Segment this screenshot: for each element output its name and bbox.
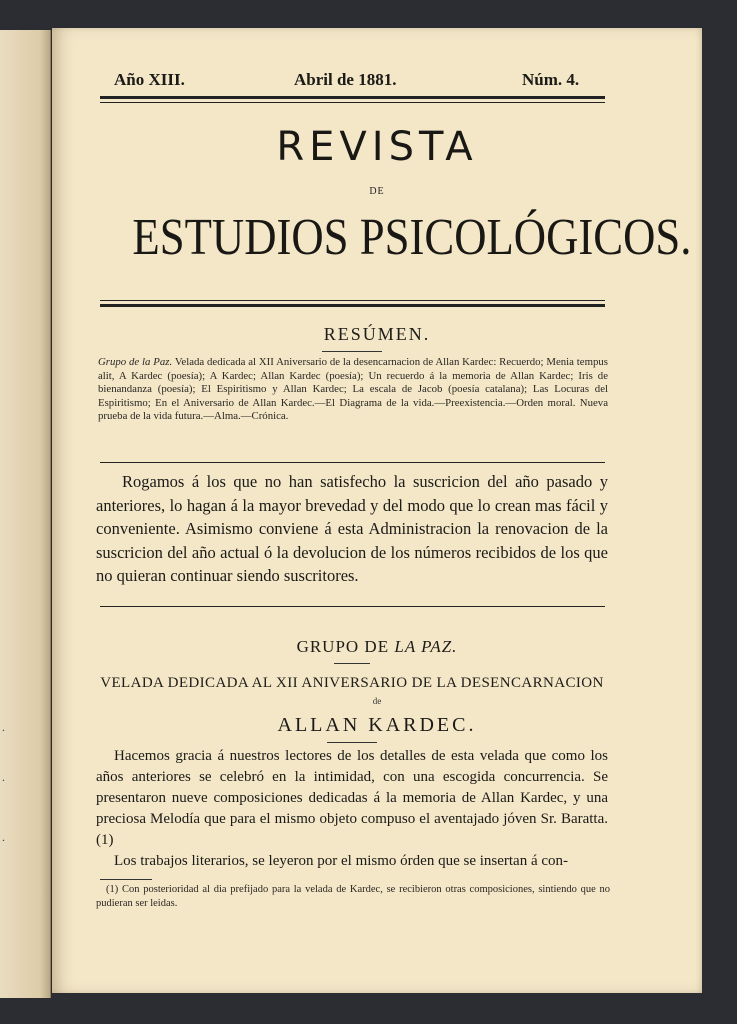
issue-date: Abril de 1881. (294, 70, 397, 89)
article-paragraph: Hacemos gracia á nuestros lectores de los detalles de esta velada que como los años anteriores se celebró en la intimidad, con una escogida concurrencia. Se presentaron nueve composiciones dedicadas á la memoria de Allan Kardec, y una preciosa Melodía que para el mismo objeto compuso el aventajado jóven Sr. Baratta. (1) (96, 748, 608, 848)
article-group-name: LA PAZ. (394, 637, 458, 656)
footnote-rule (100, 879, 152, 880)
facing-page-edge (0, 30, 51, 998)
header-rule-thin (100, 102, 605, 103)
masthead-title-estudios: ESTUDIOS PSICOLÓGICOS. (132, 209, 692, 266)
facing-page-text-fragment: . (2, 830, 5, 844)
facing-page-text-fragment: . (2, 770, 5, 784)
footnote (96, 883, 610, 911)
masthead-rule-thick (100, 304, 605, 307)
subscription-notice (96, 470, 608, 588)
masthead-connector: DE (369, 186, 385, 197)
issue-year: Año XIII. (114, 70, 185, 89)
masthead-title-revista: REVISTA (276, 124, 478, 170)
summary-body: Velada dedicada al XII Aniversario de la desencarnacion de Allan Kardec: Recuerdo; Menia tempus alit, A Kardec (poesía); A Kardec; Allan Kardec (poesía); Un recuerdo á la memoria de Allan Kardec; Iris de bienandanza (poesía); El Espiritismo y Allan Kardec; La escala de Jacob (poesía catalana); Las Locuras del Espiritismo; En el Aniversario de Allan Kardec.—El Diagrama de la vida.—Preexistencia.—Orden moral. Nueva prueba de la vida futura.—Alma.—Crónica. (98, 356, 608, 422)
article-group-heading (52, 637, 702, 657)
article-body (96, 746, 608, 872)
facing-page-text-fragment: . (2, 720, 5, 734)
journal-page (52, 28, 702, 993)
footnote-text: (1) Con posterioridad al dia prefijado para la velada de Kardec, se recibieron otras composiciones, sintiendo que no pudieran ser leidas. (96, 884, 610, 909)
group-heading-underline (334, 663, 370, 664)
header-rule-thick (100, 96, 605, 99)
summary-lead: Grupo de la Paz. (98, 356, 173, 368)
article-title-underline (327, 742, 377, 743)
article-group-prefix: GRUPO DE (296, 637, 390, 656)
summary-text (98, 356, 608, 424)
article-paragraph: Los trabajos literarios, se leyeron por el mismo órden que se insertan á con- (114, 853, 569, 869)
article-connector: de (372, 696, 382, 706)
summary-rule (100, 462, 605, 463)
article-title: ALLAN KARDEC. (277, 714, 477, 736)
subscription-notice-text: Rogamos á los que no han satisfecho la suscricion del año pasado y anteriores, lo hagan á la mayor brevedad y del modo que lo crean mas fácil y conveniente. Asimismo conviene á esta Administracion la renovacion de la suscricion del año actual ó la devolucion de los números recibidos de los que no quieran continuar siendo suscritores. (96, 472, 608, 585)
article-subtitle: VELADA DEDICADA AL XII ANIVERSARIO DE LA DESENCARNACION (100, 675, 604, 691)
masthead-rule-thin (100, 300, 605, 301)
issue-number: Núm. 4. (522, 70, 580, 89)
notice-rule (100, 606, 605, 607)
summary-heading-underline (322, 351, 382, 352)
summary-heading: RESÚMEN. (323, 324, 431, 344)
